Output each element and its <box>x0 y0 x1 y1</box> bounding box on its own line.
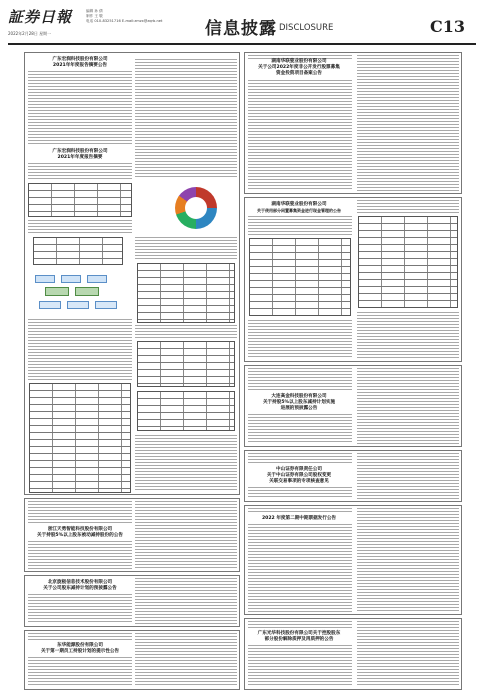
block-subheadline: 关于公司2022年度非公开发行股票募集 <box>258 65 340 70</box>
body-text <box>248 621 352 629</box>
block-subheadline: 进展的预披露公告 <box>280 406 318 411</box>
body-text <box>135 501 237 569</box>
data-table <box>33 237 123 265</box>
block-subheadline: 资金投资项目备案公告 <box>276 71 322 76</box>
body-text <box>135 578 237 624</box>
body-text <box>357 453 459 499</box>
data-table <box>137 263 235 323</box>
masthead-rule <box>8 43 476 45</box>
body-text <box>357 621 459 687</box>
announcement-block <box>244 197 462 362</box>
body-text <box>28 633 132 641</box>
body-text <box>248 453 352 465</box>
body-text <box>248 524 352 612</box>
block-subheadline: 关于使用部分闲置募集资金进行现金管理的公告 <box>257 208 341 213</box>
announcement-block <box>244 365 462 447</box>
block-headline: 大连高金科技股份有限公司 <box>271 394 327 399</box>
announcement-block <box>24 498 240 572</box>
block-headline: 广东宏润科技股份有限公司 <box>52 149 108 154</box>
block-subheadline: 2021年年度报告摘要 <box>57 155 103 160</box>
structure-diagram <box>31 271 127 315</box>
body-text <box>28 163 132 181</box>
block-headline: 广东宏润科技股份有限公司 <box>52 57 108 62</box>
editor-line: 制作 王 敬 <box>86 14 103 18</box>
body-text <box>135 325 237 339</box>
block-headline: 湖南华联瓷业股份有限公司 <box>271 59 327 64</box>
body-text <box>357 55 459 191</box>
block-headline: 湖南华联瓷业股份有限公司 <box>271 202 327 207</box>
body-text <box>357 368 459 444</box>
body-text <box>28 220 132 234</box>
announcement-block <box>244 52 462 194</box>
body-text <box>357 200 459 214</box>
section-title: 信息披露 <box>205 19 277 39</box>
body-text <box>357 508 459 612</box>
block-subheadline: 关于持股5%以上股东减持计划实施 <box>262 400 336 405</box>
section-title-en: DISCLOSURE <box>279 23 334 33</box>
body-text <box>357 312 459 358</box>
announcement-block <box>244 505 462 615</box>
block-headline: 广东光华科技股份有限公司关于控股股东 <box>257 631 341 636</box>
body-text <box>28 71 132 145</box>
newspaper-logo: 証券日報 <box>8 8 73 26</box>
block-subheadline: 关于公司股东减持计划的预披露公告 <box>43 586 117 591</box>
body-text <box>248 414 352 444</box>
block-subheadline: 关于持股5%以上股东被动减持股份的公告 <box>37 533 123 538</box>
masthead <box>0 0 484 44</box>
data-table <box>358 216 458 308</box>
announcement-block <box>244 450 462 502</box>
body-text <box>248 508 352 514</box>
announcement-block <box>24 575 240 627</box>
body-text <box>28 541 132 569</box>
body-text <box>28 501 132 525</box>
block-subheadline: 关于中山证券有限公司股权变更 <box>266 473 332 478</box>
annual-report-block <box>24 52 240 495</box>
body-text <box>248 487 352 499</box>
body-text <box>135 59 237 179</box>
body-text <box>248 80 352 191</box>
editor-line: 电话 010-83251716 E-mail:zmzx@zqrb.net <box>86 19 163 23</box>
body-text <box>248 368 352 392</box>
editor-info <box>86 9 162 24</box>
block-subheadline: 部分股份解除质押及再质押的公告 <box>264 637 334 642</box>
announcement-block <box>244 618 462 690</box>
block-headline: 浙江天勇智能科技股份有限公司 <box>47 527 113 532</box>
body-text <box>135 237 237 261</box>
body-text <box>28 657 132 687</box>
body-text <box>28 594 132 624</box>
data-table <box>28 183 132 217</box>
block-subheadline: 关于第一期员工持股计划的提示性公告 <box>40 649 120 654</box>
body-text <box>248 216 352 236</box>
data-table <box>137 341 235 387</box>
body-text <box>248 320 352 358</box>
issue-date: 2022年2月28日 星期一 <box>8 31 52 36</box>
data-table <box>249 238 351 316</box>
block-headline: 中山证券有限责任公司 <box>276 467 322 472</box>
data-table <box>29 383 131 493</box>
body-text <box>28 319 132 381</box>
block-subheadline: 关联交易事项的专项核查意见 <box>269 479 329 484</box>
editor-line: 编辑 孙 倩 <box>86 9 103 13</box>
block-headline: 北京旋极信息技术股份有限公司 <box>47 580 113 585</box>
block-headline: 东华能源股份有限公司 <box>57 643 103 648</box>
block-headline: 2022 年度第二期中期票据发行公告 <box>261 516 337 521</box>
body-text <box>248 645 352 687</box>
page-number: C13 <box>430 17 465 36</box>
block-subheadline: 2021年年度报告摘要公告 <box>52 63 108 68</box>
